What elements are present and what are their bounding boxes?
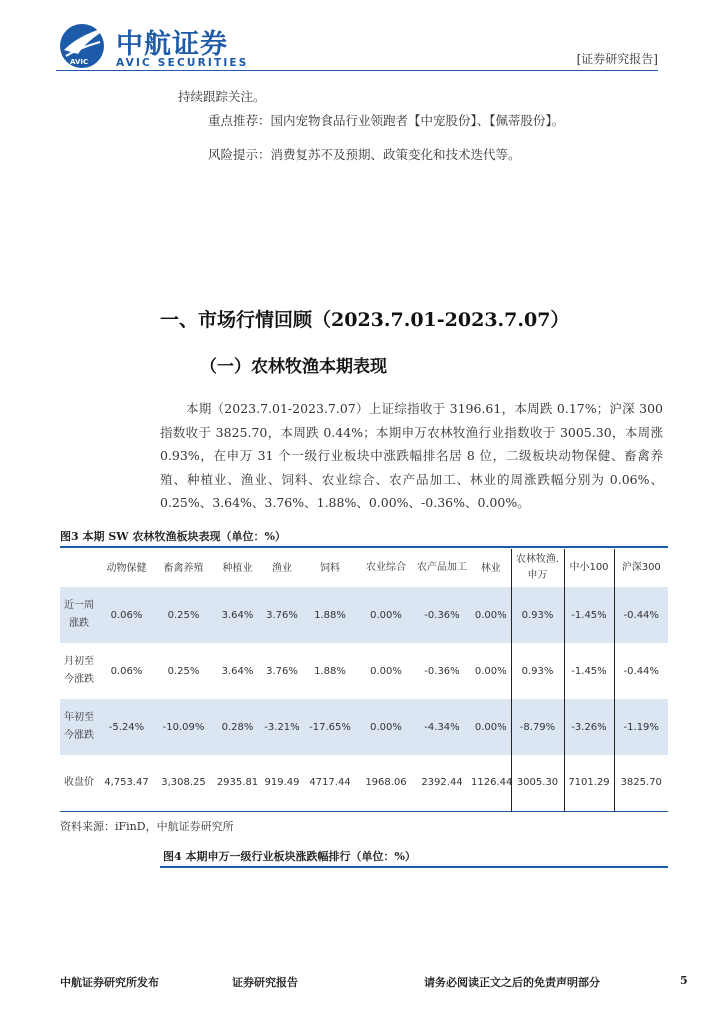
table-cell: -4.34% — [413, 699, 471, 755]
table-cell: 3.76% — [266, 665, 298, 677]
intro-line-2: 重点推荐：国内宠物食品行业领跑者【中宠股份】、【佩蒂股份】。 — [208, 113, 565, 128]
table-cell: 0.06% — [110, 665, 143, 677]
table-cell: 3,308.25 — [161, 777, 206, 789]
table-cell: 1126.44 — [471, 777, 513, 789]
table-cell: 0.06% — [98, 587, 155, 643]
column-header: 饲料 — [320, 562, 340, 574]
table-cell: -1.45% — [564, 587, 614, 643]
figure3-title: 图3 本期 SW 农林牧渔板块表现（单位：%） — [60, 530, 286, 543]
footer-disclaimer-note: 请务必阅读正文之后的免责声明部分 — [424, 976, 600, 989]
table-cell: 3.64% — [221, 665, 254, 677]
column-header: 畜禽养殖 — [163, 562, 204, 574]
page-number: 5 — [680, 974, 688, 987]
table-cell: -3.21% — [263, 699, 301, 755]
table-cell: -1.45% — [564, 643, 614, 699]
row-label: 月初至今涨跌 — [64, 656, 94, 685]
footer-report-type: 证券研究报告 — [232, 976, 298, 989]
table-cell: 0.00% — [474, 665, 507, 677]
table-cell: 0.00% — [359, 699, 413, 755]
table-cell: 2392.44 — [421, 777, 463, 789]
table-cell: -0.36% — [413, 587, 471, 643]
table-source-note: 资料来源：iFinD，中航证券研究所 — [60, 820, 234, 833]
table-cell: 919.49 — [264, 777, 300, 789]
footer-publisher: 中航证券研究所发布 — [60, 976, 159, 989]
table-cell: -10.09% — [155, 699, 212, 755]
table-cell: 3005.30 — [511, 755, 564, 811]
column-header: 农业综合 — [366, 562, 406, 573]
table-cell: -0.44% — [614, 587, 668, 643]
column-header: 林业 — [480, 562, 501, 574]
table-cell: 0.93% — [511, 587, 564, 643]
table-row — [60, 699, 668, 755]
intro-line-3: 风险提示：消费复苏不及预期、政策变化和技术迭代等。 — [208, 147, 521, 162]
table-cell: 7101.29 — [564, 755, 614, 811]
table-cell: -8.79% — [511, 699, 564, 755]
logo-english-name: AVIC SECURITIES — [116, 57, 249, 69]
row-label: 收盘价 — [64, 776, 94, 788]
column-header: 中小100 — [564, 549, 614, 587]
table-cell: 4717.44 — [309, 777, 351, 789]
table-header-row — [60, 549, 668, 587]
figure4-top-rule — [160, 866, 668, 868]
table-cell: -3.26% — [564, 699, 614, 755]
table-cell: 0.00% — [359, 587, 413, 643]
table-cell: 0.00% — [471, 699, 511, 755]
market-summary-paragraph: 本期（2023.7.01-2023.7.07）上证综指收于 3196.61，本周跌 0.17%；沪深 300 指数收于 3825.70，本周跌 0.44%；本期申万农林牧渔行业指数收于 3005.30，本周涨 0.93%，在申万 31 个一级行业板块中涨跌幅排名居 8 位，二级板块动物保健、畜禽养殖、种植业、渔业、饲料、农业综合、农产品加工、林业的周涨跌幅分别为 0.06%、0.25%、3.64%、3.76%、1.88%、0.00%、-0.36%、0.00%。 — [160, 401, 663, 510]
report-type-tag: [证券研究报告] — [576, 52, 658, 66]
table-cell: 0.25% — [155, 587, 212, 643]
table-cell: 1.88% — [314, 665, 346, 677]
header-divider — [56, 70, 658, 71]
table-cell: -1.19% — [614, 699, 668, 755]
column-header: 农林牧渔.申万 — [511, 549, 564, 587]
column-header: 农产品加工 — [417, 562, 467, 573]
column-header: 沪深300 — [614, 549, 668, 587]
table-cell: 0.28% — [212, 699, 263, 755]
table-cell: 1968.06 — [365, 777, 407, 789]
company-logo — [56, 20, 256, 72]
table-cell: 3.64% — [212, 587, 263, 643]
figure4-title: 图4 本期申万一级行业板块涨跌幅排行（单位：%） — [163, 850, 416, 863]
table-cell: -0.36% — [424, 665, 460, 677]
table-cell: 2935.81 — [216, 777, 259, 789]
column-header: 动物保健 — [106, 562, 147, 574]
table-top-rule — [60, 546, 668, 548]
table-row — [60, 587, 668, 643]
logo-chinese-name: 中航证券 — [116, 29, 228, 60]
column-header: 种植业 — [222, 562, 253, 574]
logo-badge-text: AVIC — [70, 58, 89, 66]
table-cell: 0.00% — [370, 665, 402, 677]
table-cell: 0.93% — [511, 643, 564, 699]
column-header: 渔业 — [272, 562, 292, 574]
table-cell: 4,753.47 — [104, 777, 149, 789]
table-cell: 3.76% — [263, 587, 301, 643]
table-row — [60, 755, 668, 811]
avic-logo-icon — [56, 20, 112, 72]
row-label: 年初至今涨跌 — [60, 699, 98, 755]
table-cell: 0.00% — [471, 587, 511, 643]
table-cell: 3825.70 — [614, 755, 668, 811]
table-cell: -17.65% — [301, 699, 359, 755]
table-header-corner — [60, 549, 98, 587]
table-cell: -5.24% — [98, 699, 155, 755]
subsection-heading: （一）农林牧渔本期表现 — [200, 357, 387, 377]
sector-performance-table — [60, 549, 668, 812]
table-cell: 0.25% — [167, 665, 200, 677]
row-label: 近一周涨跌 — [60, 587, 98, 643]
table-cell: 1.88% — [301, 587, 359, 643]
section-heading: 一、市场行情回顾（2023.7.01-2023.7.07） — [160, 309, 570, 331]
table-row — [60, 643, 668, 699]
intro-line-1: 持续跟踪关注。 — [178, 89, 266, 104]
table-cell: -0.44% — [614, 643, 668, 699]
